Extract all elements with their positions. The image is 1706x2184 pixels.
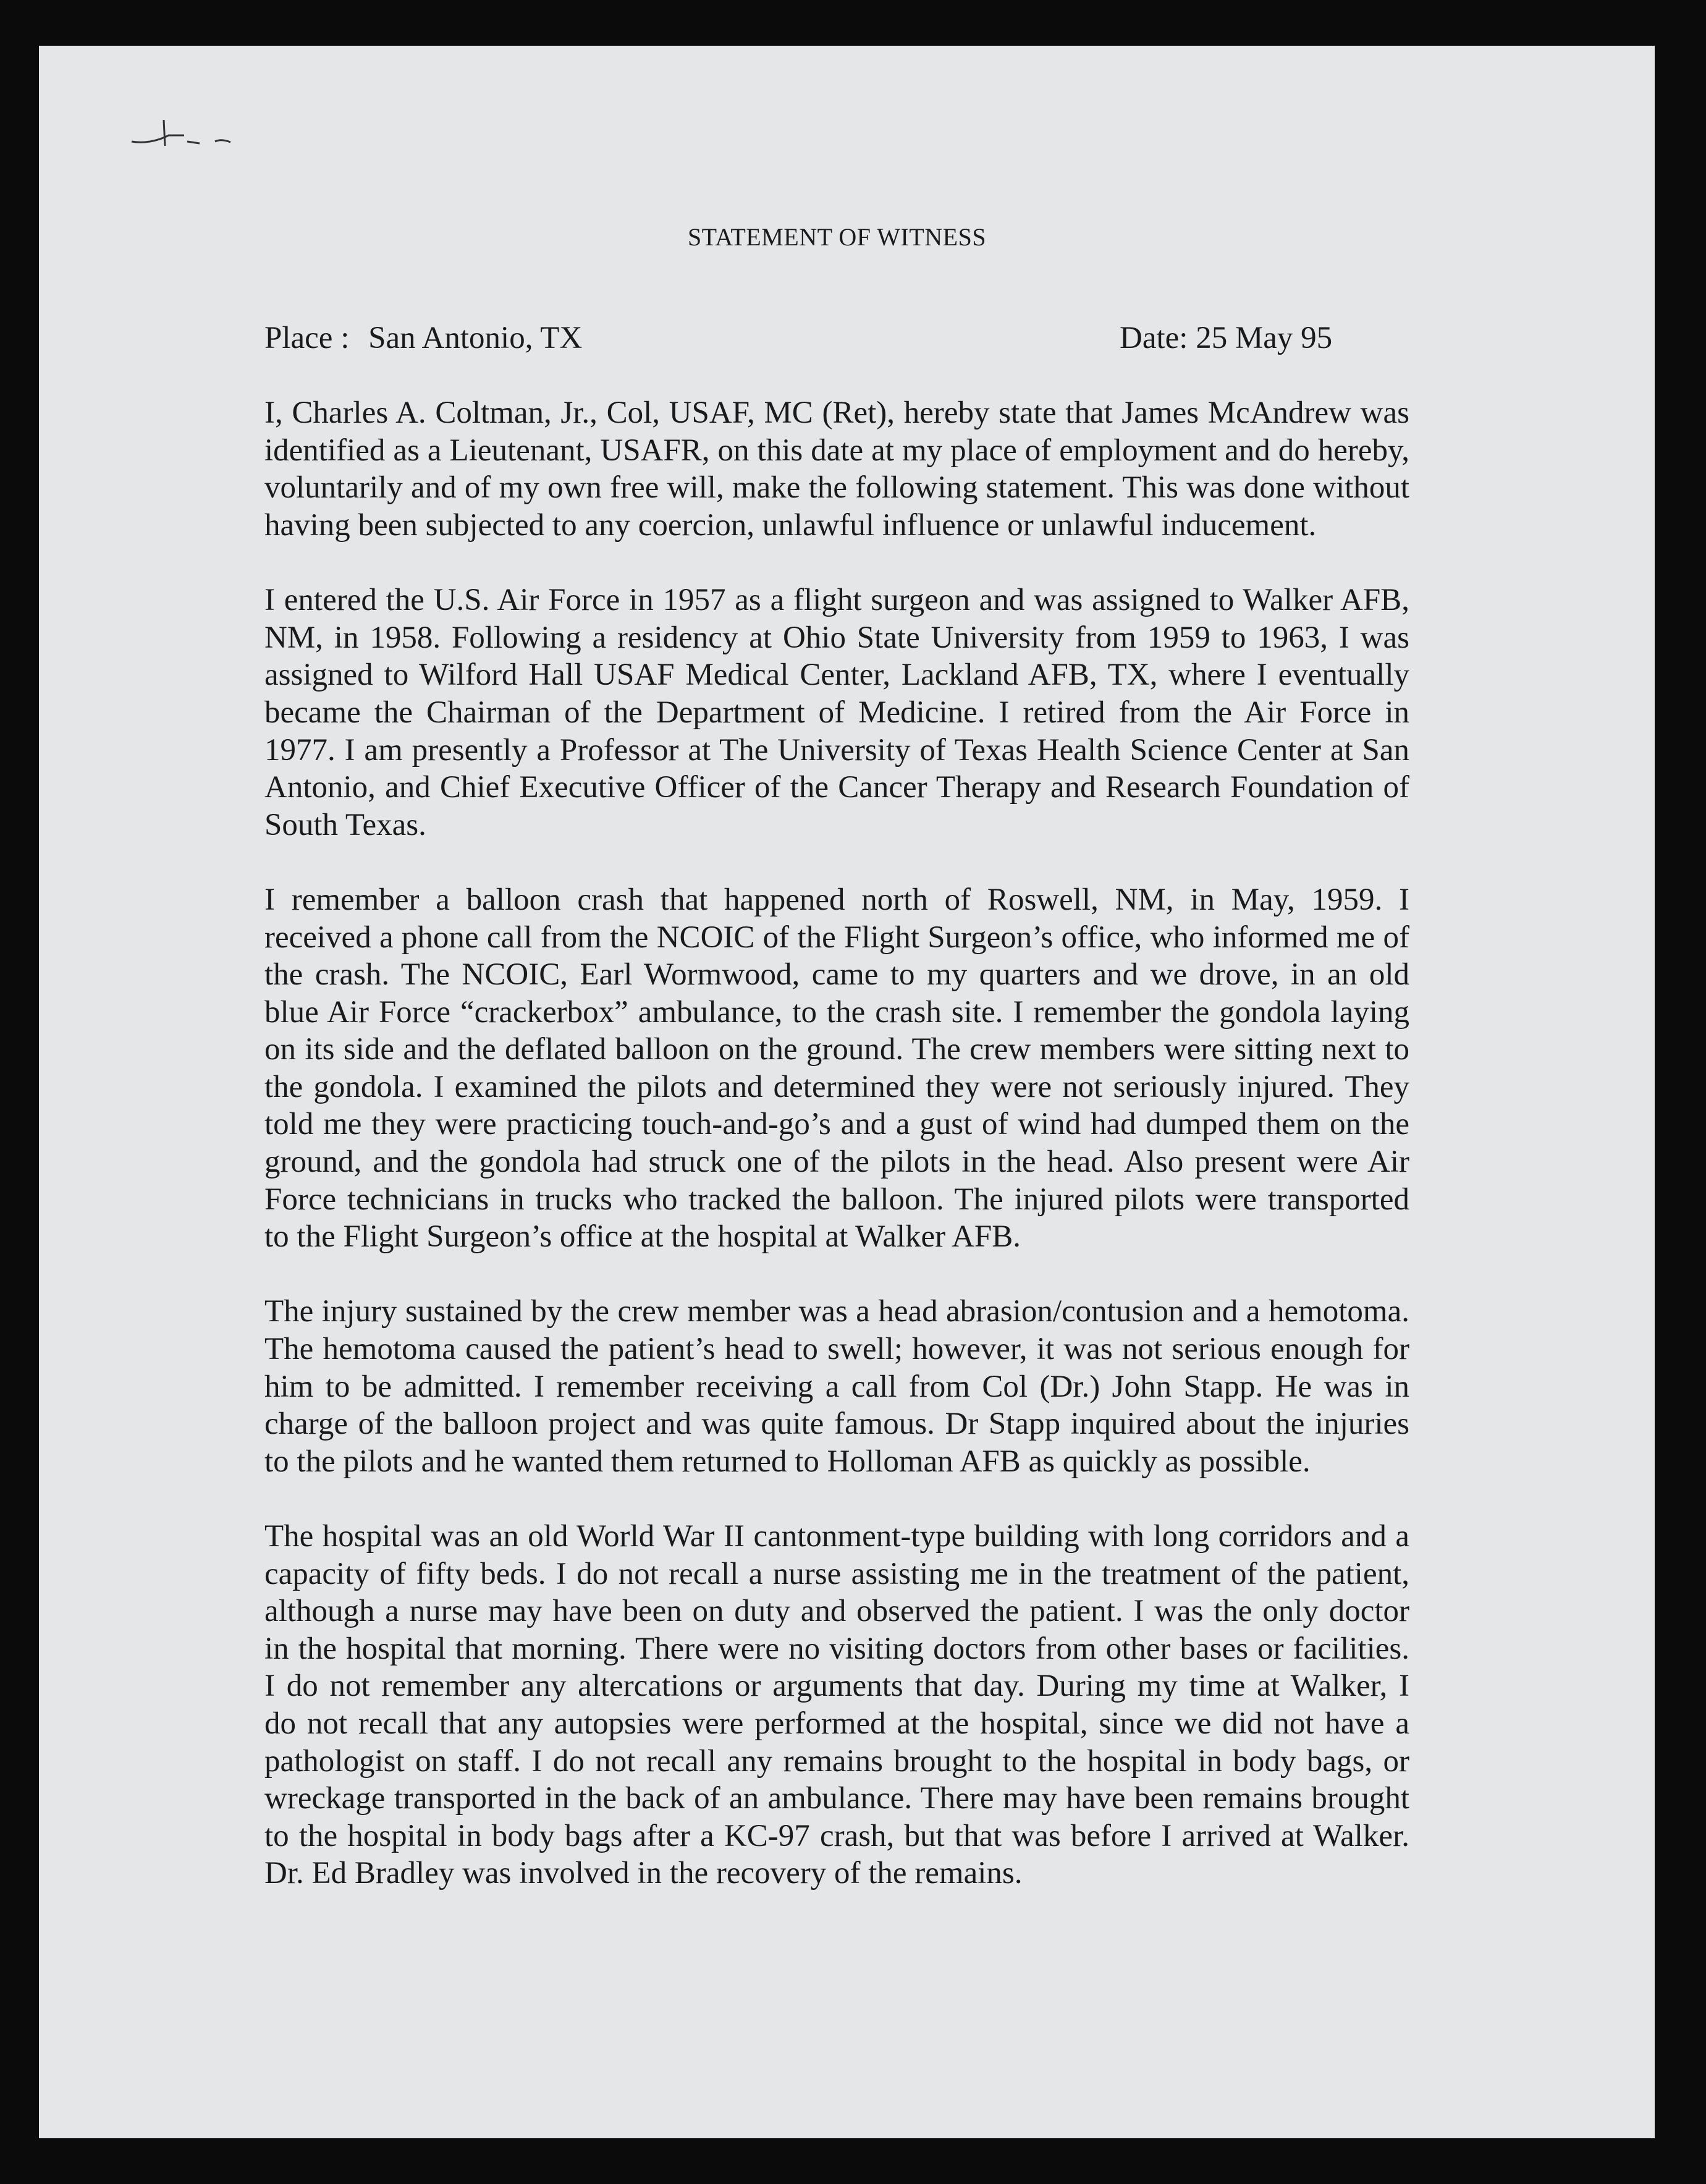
place-label: Place : xyxy=(264,321,350,355)
statement-paragraph xyxy=(264,1293,1409,1480)
paragraph-line: I entered the U.S. Air Force in 1957 as a flight surgeon and was assigned to Walker AFB, xyxy=(264,583,1409,618)
paragraph-line: Force technicians in trucks who tracked the balloon. The injured pilots were transported xyxy=(264,1182,1409,1217)
paragraph-line: The hemotoma caused the patient’s head to swell; however, it was not serious enough for xyxy=(264,1332,1409,1367)
paragraph-line: identified as a Lieutenant, USAFR, on this date at my place of employment and do hereby, xyxy=(264,433,1409,468)
paragraph-line: to the pilots and he wanted them returned to Holloman AFB as quickly as possible. xyxy=(264,1444,1311,1479)
paragraph-line: having been subjected to any coercion, unlawful influence or unlawful inducement. xyxy=(264,507,1317,543)
paragraph-line: wreckage transported in the back of an ambulance. There may have been remains brought xyxy=(264,1781,1409,1816)
paragraph-line: received a phone call from the NCOIC of the Flight Surgeon’s office, who informed me of xyxy=(264,920,1409,955)
paragraph-line: charge of the balloon project and was quite famous. Dr Stapp inquired about the injuries xyxy=(264,1407,1409,1442)
paragraph-line: pathologist on staff. I do not recall any remains brought to the hospital in body bags, or xyxy=(264,1743,1409,1779)
date-value: 25 May 95 xyxy=(1196,321,1333,355)
paragraph-line: The hospital was an old World War II cantonment-type building with long corridors and a xyxy=(264,1519,1409,1554)
statement-paragraph xyxy=(264,394,1409,544)
statement-paragraph xyxy=(264,582,1409,844)
paragraph-line: I do not remember any altercations or arguments that day. During my time at Walker, I xyxy=(264,1669,1409,1704)
paragraph-line: became the Chairman of the Department of Medicine. I retired from the Air Force in xyxy=(264,695,1409,730)
paragraph-line: The injury sustained by the crew member was a head abrasion/contusion and a hemotoma. xyxy=(264,1294,1409,1329)
paragraph-line: to the Flight Surgeon’s office at the hospital at Walker AFB. xyxy=(264,1219,1021,1255)
date-field xyxy=(1120,320,1332,357)
paragraph-line: NM, in 1958. Following a residency at Ohio State University from 1959 to 1963, I was xyxy=(264,620,1409,655)
statement-paragraph xyxy=(264,1518,1409,1892)
paragraph-line: the crash. The NCOIC, Earl Wormwood, came to my quarters and we drove, in an old xyxy=(264,957,1409,993)
place-date-line xyxy=(264,320,1409,357)
paragraph-line: assigned to Wilford Hall USAF Medical Center, Lackland AFB, TX, where I eventually xyxy=(264,658,1409,693)
paragraph-line: voluntarily and of my own free will, make the following statement. This was done without xyxy=(264,470,1409,506)
paragraph-line: to the hospital in body bags after a KC-97 crash, but that was before I arrived at Walker. xyxy=(264,1818,1409,1853)
paragraph-line: do not recall that any autopsies were performed at the hospital, since we did not have a xyxy=(264,1706,1409,1741)
handwritten-mark-icon xyxy=(125,108,274,157)
document-title: STATEMENT OF WITNESS xyxy=(687,223,987,251)
paragraph-line: ground, and the gondola had struck one of the pilots in the head. Also present were Air xyxy=(264,1145,1409,1180)
paragraph-line: capacity of fifty beds. I do not recall a nurse assisting me in the treatment of the patient, xyxy=(264,1556,1409,1591)
statement-paragraph xyxy=(264,881,1409,1256)
paragraph-line: Antonio, and Chief Executive Officer of the Cancer Therapy and Research Foundation of xyxy=(264,770,1409,805)
paragraph-line: I remember a balloon crash that happened north of Roswell, NM, in May, 1959. I xyxy=(264,882,1409,917)
paragraph-line: told me they were practicing touch-and-go’s and a gust of wind had dumped them on the xyxy=(264,1107,1409,1142)
paragraph-line: him to be admitted. I remember receiving a call from Col (Dr.) John Stapp. He was in xyxy=(264,1369,1409,1404)
paragraph-line: on its side and the deflated balloon on the ground. The crew members were sitting next to xyxy=(264,1032,1409,1067)
paragraph-line: I, Charles A. Coltman, Jr., Col, USAF, MC (Ret), hereby state that James McAndrew was xyxy=(264,396,1409,431)
paragraph-line: although a nurse may have been on duty and observed the patient. I was the only doctor xyxy=(264,1594,1409,1629)
paragraph-line: South Texas. xyxy=(264,807,426,842)
paragraph-line: Dr. Ed Bradley was involved in the recovery of the remains. xyxy=(264,1856,1023,1891)
paragraph-line: blue Air Force “crackerbox” ambulance, to the crash site. I remember the gondola laying xyxy=(264,994,1409,1030)
statement-body xyxy=(264,0,1409,2184)
place-value: San Antonio, TX xyxy=(368,321,583,355)
paragraph-line: 1977. I am presently a Professor at The University of Texas Health Science Center at San xyxy=(264,732,1409,768)
paragraph-line: the gondola. I examined the pilots and determined they were not seriously injured. They xyxy=(264,1069,1409,1104)
date-label: Date: xyxy=(1120,321,1188,355)
paragraph-line: in the hospital that morning. There were no visiting doctors from other bases or facilities. xyxy=(264,1631,1409,1666)
